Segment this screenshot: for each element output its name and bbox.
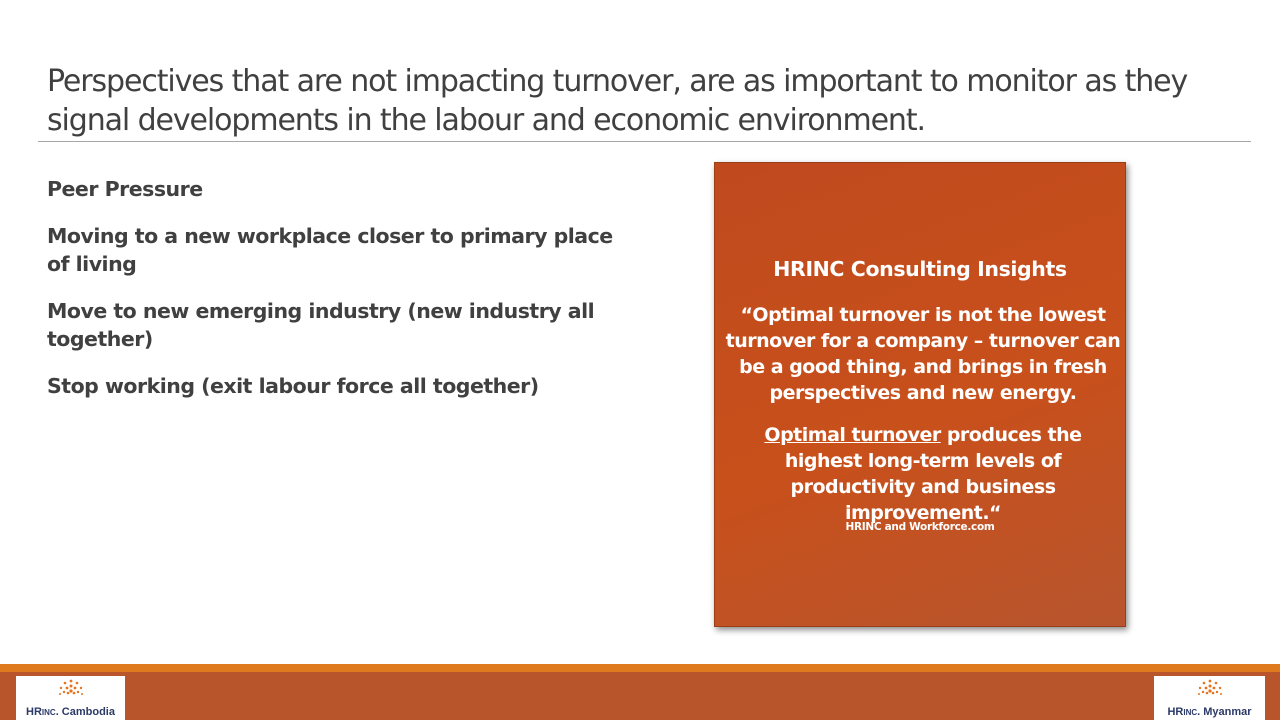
insight-source: HRINC and Workforce.com [845, 521, 995, 533]
bullet-item: Moving to a new workplace closer to primary place of living [47, 224, 613, 276]
footer-bar [0, 672, 1280, 720]
title-divider [38, 141, 1251, 142]
logo-cambodia [16, 676, 125, 720]
quote-paragraph-1: “Optimal turnover is not the lowest turnover for a company – turnover can be a good thing, and brings in fresh perspectives and new energy. [725, 304, 1121, 404]
insight-quote [723, 302, 1123, 542]
sunburst-logo-icon [1197, 679, 1223, 703]
insight-box [714, 162, 1126, 627]
bullet-item: Stop working (exit labour force all together) [47, 374, 539, 398]
footer-stripe [0, 664, 1280, 672]
logo-myanmar [1154, 676, 1265, 720]
quote-underlined-term: Optimal turnover [764, 424, 941, 446]
quote-paragraph-2 [723, 422, 1123, 526]
bullet-list [47, 175, 637, 419]
bullet-item: Move to new emerging industry (new industry all together) [47, 299, 595, 351]
logo-myanmar-label: HRINC. Myanmar [1167, 706, 1252, 718]
bullet-item: Peer Pressure [47, 177, 203, 201]
quote-paragraph-2-text: produces the highest long-term levels of productivity and business improvement.“ [784, 424, 1082, 524]
sunburst-logo-icon [58, 679, 84, 703]
slide-title: Perspectives that are not impacting turnover, are as important to monitor as they signal developments in the labour and economic environment. [47, 64, 1188, 138]
logo-cambodia-label: HRINC. Cambodia [26, 706, 115, 718]
insight-title: HRINC Consulting Insights [773, 257, 1067, 281]
